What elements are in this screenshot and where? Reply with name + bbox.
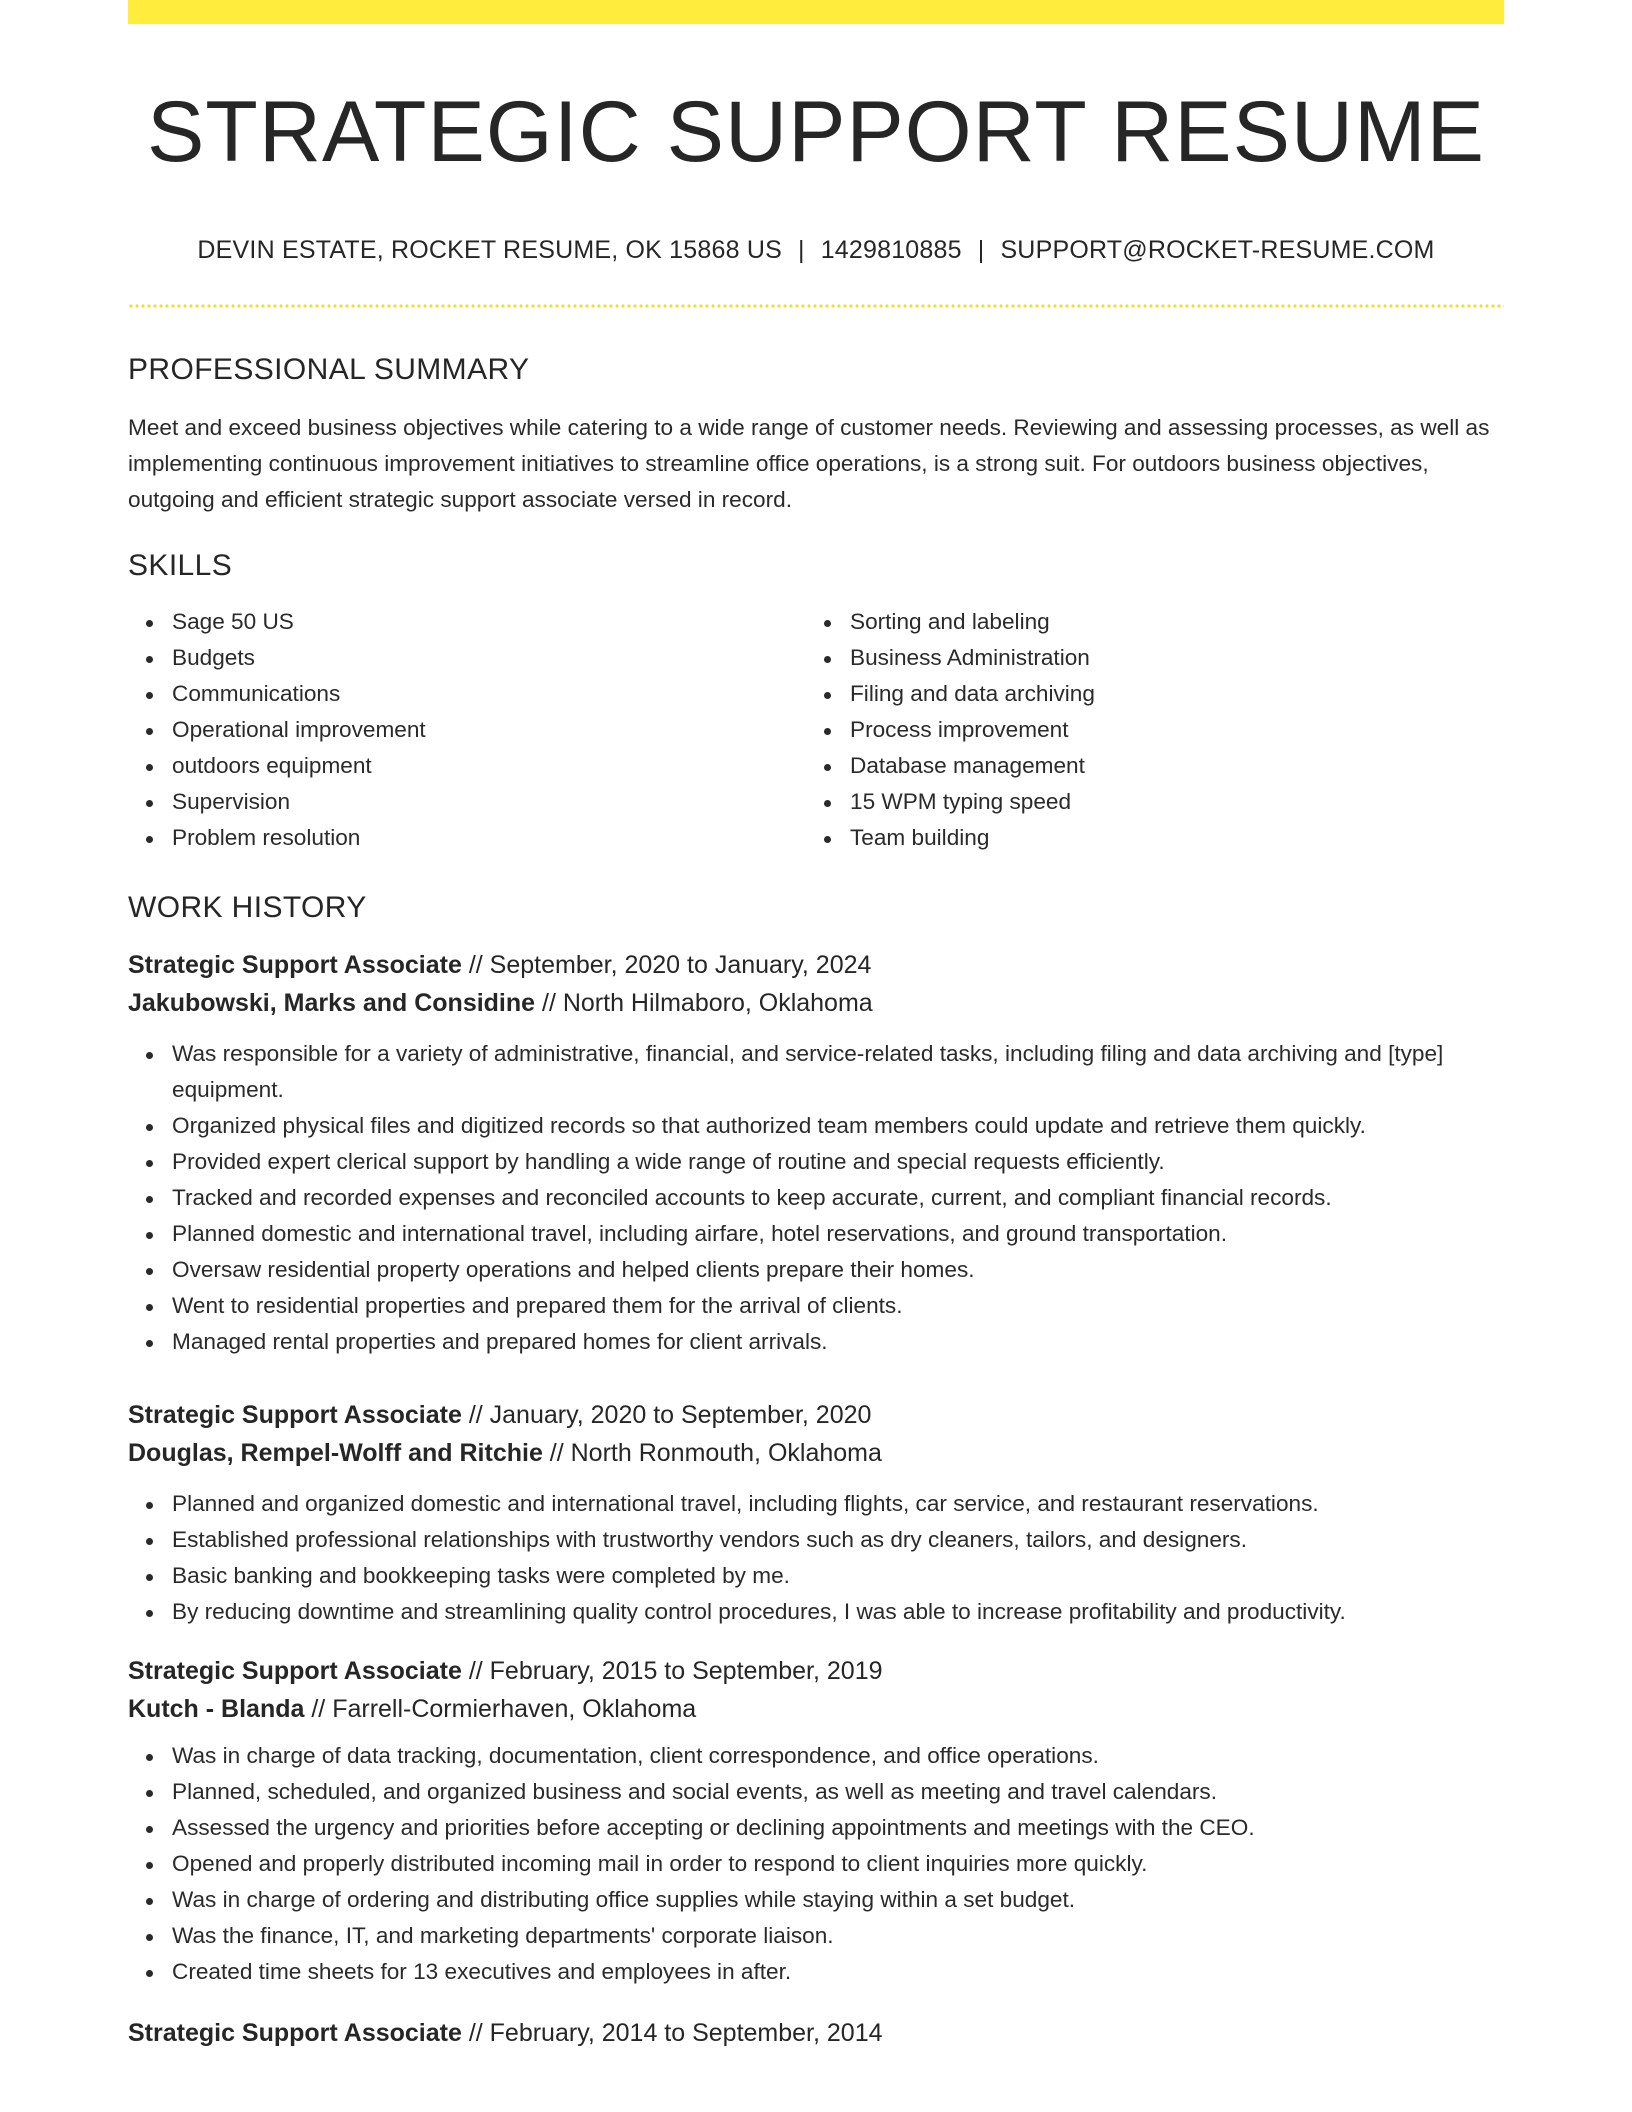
skill-item: Problem resolution bbox=[128, 820, 806, 856]
job-bullet-list bbox=[128, 1036, 1504, 1360]
skill-item: Database management bbox=[806, 748, 1484, 784]
job-bullet: Basic banking and bookkeeping tasks were completed by me. bbox=[128, 1558, 1504, 1594]
job-bullet: Provided expert clerical support by handling a wide range of routine and special requests efficiently. bbox=[128, 1144, 1504, 1180]
job-bullet: Was responsible for a variety of administrative, financial, and service-related tasks, including filing and data archiving and [type] equipment. bbox=[128, 1036, 1504, 1108]
summary-heading: PROFESSIONAL SUMMARY bbox=[128, 353, 530, 386]
job-bullet: Was the finance, IT, and marketing departments' corporate liaison. bbox=[128, 1918, 1504, 1954]
resume-title: STRATEGIC SUPPORT RESUME bbox=[146, 84, 1486, 180]
job-bullet: By reducing downtime and streamlining quality control procedures, I was able to increase profitability and productivity. bbox=[128, 1594, 1504, 1630]
job-bullet-list bbox=[128, 1486, 1504, 1630]
contact-address: DEVIN ESTATE, ROCKET RESUME, OK 15868 US bbox=[197, 236, 782, 264]
skill-item: Sorting and labeling bbox=[806, 604, 1484, 640]
job-dates: // February, 2015 to September, 2019 bbox=[461, 1657, 883, 1685]
job-title: Strategic Support Associate bbox=[128, 1657, 462, 1685]
skill-item: Sage 50 US bbox=[128, 604, 806, 640]
job-bullet: Organized physical files and digitized records so that authorized team members could update and retrieve them quickly. bbox=[128, 1108, 1504, 1144]
job-title-line bbox=[128, 1652, 1504, 1690]
job-bullet: Planned and organized domestic and international travel, including flights, car service, and restaurant reservations. bbox=[128, 1486, 1504, 1522]
contact-separator: | bbox=[797, 236, 805, 264]
job-location: // North Hilmaboro, Oklahoma bbox=[535, 989, 873, 1017]
job-bullet: Tracked and recorded expenses and reconciled accounts to keep accurate, current, and compliant financial records. bbox=[128, 1180, 1504, 1216]
skill-item: Budgets bbox=[128, 640, 806, 676]
job-bullet: Planned domestic and international travel, including airfare, hotel reservations, and ground transportation. bbox=[128, 1216, 1504, 1252]
resume-page bbox=[128, 0, 1504, 2052]
job-location: // Farrell-Cormierhaven, Oklahoma bbox=[304, 1695, 697, 1723]
job-bullet: Went to residential properties and prepared them for the arrival of clients. bbox=[128, 1288, 1504, 1324]
job-entry bbox=[128, 1652, 1504, 1990]
skills-right-column bbox=[806, 604, 1484, 856]
contact-line bbox=[128, 234, 1504, 266]
skills-section bbox=[128, 548, 1504, 856]
job-bullet: Planned, scheduled, and organized business and social events, as well as meeting and travel calendars. bbox=[128, 1774, 1504, 1810]
skill-item: Business Administration bbox=[806, 640, 1484, 676]
skill-item: Supervision bbox=[128, 784, 806, 820]
job-bullet: Was in charge of data tracking, documentation, client correspondence, and office operations. bbox=[128, 1738, 1504, 1774]
job-company-line bbox=[128, 1690, 1504, 1728]
work-history-heading: WORK HISTORY bbox=[128, 891, 367, 924]
job-entry bbox=[128, 946, 1504, 1360]
skill-item: outdoors equipment bbox=[128, 748, 806, 784]
contact-phone: 1429810885 bbox=[820, 236, 962, 264]
job-company-line bbox=[128, 1434, 1504, 1472]
job-title-line bbox=[128, 1396, 1504, 1434]
summary-text: Meet and exceed business objectives while catering to a wide range of customer needs. Reviewing and assessing processes, as well as implementing continuous improvement initiatives to streamline office operations, is a strong suit. For outdoors business objectives, outgoing and efficient strategic support associate versed in record. bbox=[128, 415, 1490, 512]
job-bullet: Opened and properly distributed incoming mail in order to respond to client inquiries more quickly. bbox=[128, 1846, 1504, 1882]
skills-left-column bbox=[128, 604, 806, 856]
job-title-line bbox=[128, 946, 1504, 984]
top-accent-bar bbox=[128, 0, 1504, 24]
job-bullet: Was in charge of ordering and distributing office supplies while staying within a set budget. bbox=[128, 1882, 1504, 1918]
skill-item: Filing and data archiving bbox=[806, 676, 1484, 712]
job-dates: // September, 2020 to January, 2024 bbox=[461, 951, 872, 979]
job-bullet-list bbox=[128, 1738, 1504, 1990]
job-dates: // February, 2014 to September, 2014 bbox=[461, 2019, 883, 2047]
job-title: Strategic Support Associate bbox=[128, 1401, 462, 1429]
job-company: Kutch - Blanda bbox=[128, 1695, 305, 1723]
job-location: // North Ronmouth, Oklahoma bbox=[542, 1439, 882, 1467]
professional-summary-section bbox=[128, 352, 1504, 518]
skills-heading: SKILLS bbox=[128, 549, 233, 582]
skill-item: Process improvement bbox=[806, 712, 1484, 748]
job-bullet: Established professional relationships with trustworthy vendors such as dry cleaners, tailors, and designers. bbox=[128, 1522, 1504, 1558]
job-company: Jakubowski, Marks and Considine bbox=[128, 989, 536, 1017]
skill-item: Team building bbox=[806, 820, 1484, 856]
work-history-section bbox=[128, 890, 1504, 2052]
skill-item: Operational improvement bbox=[128, 712, 806, 748]
job-entry bbox=[128, 1396, 1504, 1630]
skills-grid bbox=[128, 604, 1504, 856]
job-bullet: Managed rental properties and prepared homes for client arrivals. bbox=[128, 1324, 1504, 1360]
job-company-line bbox=[128, 984, 1504, 1022]
job-bullet: Oversaw residential property operations and helped clients prepare their homes. bbox=[128, 1252, 1504, 1288]
job-title: Strategic Support Associate bbox=[128, 2019, 462, 2047]
job-company: Douglas, Rempel-Wolff and Ritchie bbox=[128, 1439, 543, 1467]
dotted-divider bbox=[128, 304, 1504, 308]
skill-item: Communications bbox=[128, 676, 806, 712]
skill-item: 15 WPM typing speed bbox=[806, 784, 1484, 820]
job-bullet: Created time sheets for 13 executives and employees in after. bbox=[128, 1954, 1504, 1990]
job-entry bbox=[128, 2014, 1504, 2052]
contact-separator: | bbox=[977, 236, 985, 264]
job-bullet: Assessed the urgency and priorities before accepting or declining appointments and meetings with the CEO. bbox=[128, 1810, 1504, 1846]
job-title: Strategic Support Associate bbox=[128, 951, 462, 979]
job-dates: // January, 2020 to September, 2020 bbox=[461, 1401, 872, 1429]
contact-email: SUPPORT@ROCKET-RESUME.COM bbox=[1000, 236, 1435, 264]
job-title-line bbox=[128, 2014, 1504, 2052]
